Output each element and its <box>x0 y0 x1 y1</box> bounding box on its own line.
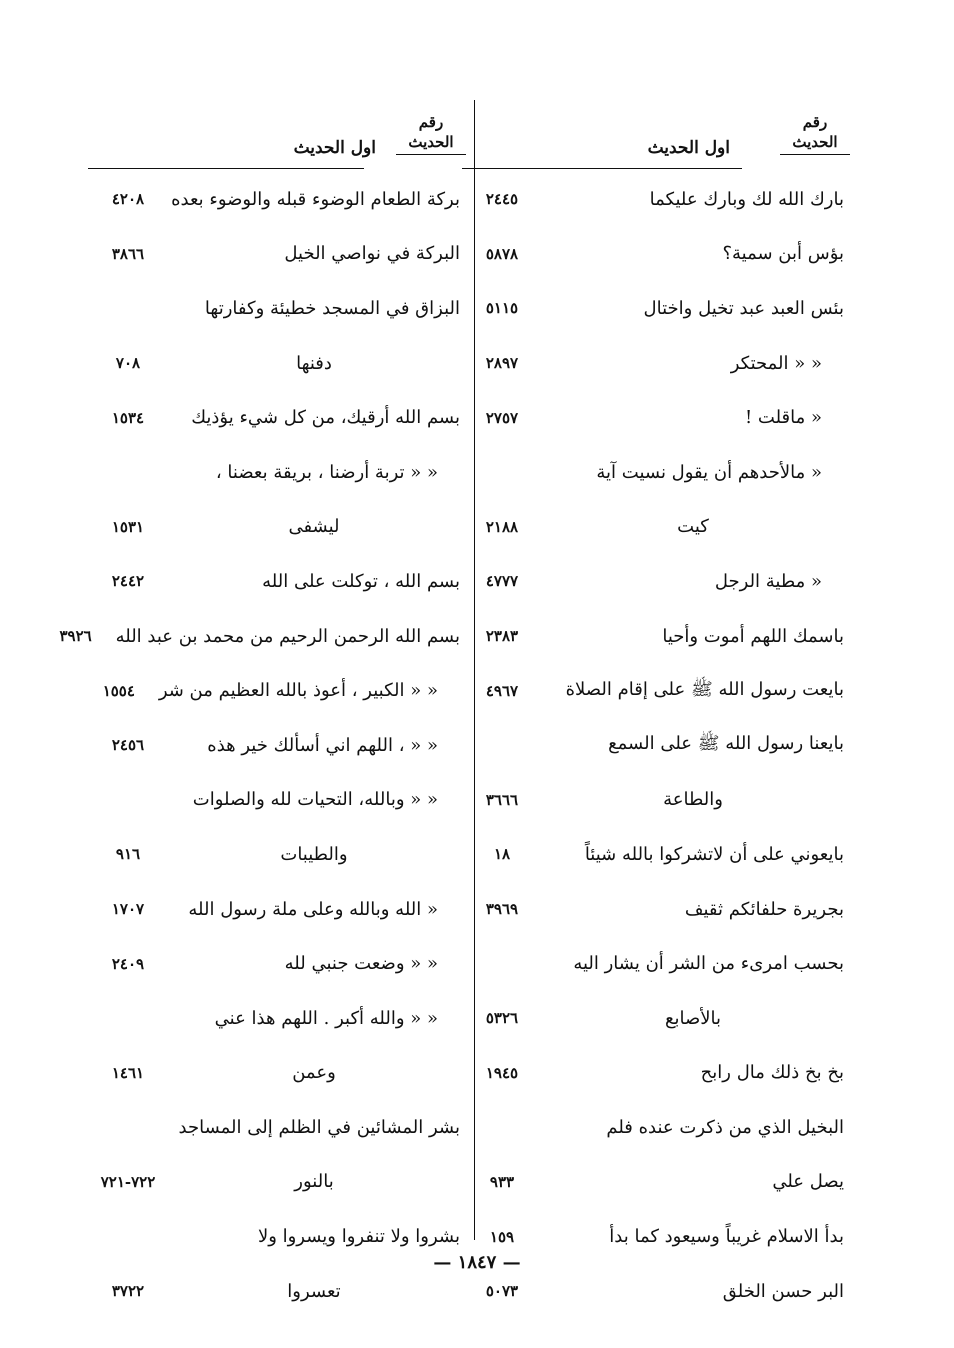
entry-number: ١٥٩ <box>489 1227 515 1246</box>
index-entry <box>88 882 466 937</box>
entry-number: ٤٢٠٨ <box>111 190 145 209</box>
entry-text: يصل علي <box>772 1171 844 1193</box>
index-entry <box>462 609 850 664</box>
entry-text: بالنور <box>294 1171 334 1193</box>
hadith-number-label <box>780 112 850 155</box>
column-divider <box>474 100 475 1240</box>
entry-text: « « المحتكر <box>730 352 822 374</box>
hadith-title-label: اول الحديث <box>647 138 730 158</box>
hadith-title-label: اول الحديث <box>293 138 376 158</box>
index-entry <box>462 991 850 1046</box>
entry-text: بايعوني على أن لاتشركوا بالله شيئاً <box>584 843 844 865</box>
entry-number: ٧٢٢-٧٢١ <box>100 1172 156 1191</box>
entry-number: ١٨ <box>493 845 511 864</box>
entry-text: بركة الطعام الوضوء قبله والوضوء بعده <box>171 188 460 210</box>
entry-number: ٣٦٦٦ <box>485 790 519 809</box>
index-entry <box>88 991 466 1046</box>
index-entry <box>88 936 466 991</box>
index-entry <box>462 554 850 609</box>
index-entry <box>88 718 466 773</box>
entry-number: ٢٨٩٧ <box>485 354 519 373</box>
index-entry <box>462 936 850 991</box>
entry-text: « « ، اللهم اني أسألك خير هذه <box>207 734 438 756</box>
entry-text: « « وبالله، التحيات لله والصلوات <box>192 789 438 811</box>
header-rule <box>462 168 742 169</box>
entry-number: ١٥٣١ <box>111 517 145 536</box>
entry-number: ٥١١٥ <box>485 299 519 318</box>
index-entry <box>462 827 850 882</box>
entry-text: « « والله أكبر . اللهم هذا عني <box>214 1007 438 1029</box>
entry-number: ٥٨٧٨ <box>485 244 519 263</box>
index-entry <box>88 390 466 445</box>
entry-text: « « الكبير ، أعوذ بالله العظيم من شر <box>158 680 438 702</box>
index-entry <box>462 172 850 227</box>
index-entry <box>462 1100 850 1155</box>
entry-number: ٢٧٥٧ <box>485 408 519 427</box>
index-entry <box>88 663 466 718</box>
entry-number: ٥٠٧٣ <box>485 1282 519 1301</box>
entry-text: بسم الله الرحمن الرحيم من محمد بن عبد الله <box>115 625 460 647</box>
entry-text: البخيل الذي من ذكرت عنده فلم <box>606 1116 844 1138</box>
entry-text: « « تربة أرضنا ، بريقة بعضنا ، <box>215 461 438 483</box>
index-entry <box>462 663 850 718</box>
index-column-right <box>462 108 850 1318</box>
index-entry <box>462 390 850 445</box>
index-entry <box>462 1155 850 1210</box>
index-entry <box>88 172 466 227</box>
number-label-line2: الحديث <box>780 132 850 155</box>
entry-number: ١٧٠٧ <box>111 900 145 919</box>
entry-number: ٣٩٦٩ <box>485 900 519 919</box>
entry-number: ١٥٣٤ <box>111 408 145 427</box>
entry-text: بؤس أبن سمية؟ <box>722 243 844 265</box>
entry-text: ليشفى <box>288 516 340 538</box>
page-number: — ١٨٤٧ — <box>433 1252 521 1273</box>
entry-text: كيت <box>677 516 709 538</box>
entry-number: ٣٩٢٦ <box>59 627 92 646</box>
entry-number: ٢٤٠٩ <box>111 954 145 973</box>
right-rows <box>462 172 850 1318</box>
entry-number: ١٤٦١ <box>111 1063 145 1082</box>
index-entry <box>462 336 850 391</box>
entry-text: بجريرة حلفائكم ثقيف <box>684 898 844 920</box>
entry-number: ٢٤٤٥ <box>485 190 519 209</box>
index-entry <box>88 1046 466 1101</box>
entry-text: باسمك اللهم أموت وأحيا <box>662 625 844 647</box>
entry-text: بسم الله أرقيك، من كل شيء يؤذيك <box>191 407 460 429</box>
index-entry <box>88 281 466 336</box>
entry-text: البر حسن الخلق <box>722 1280 844 1302</box>
entry-number: ٥٣٢٦ <box>485 1009 519 1028</box>
left-rows <box>59 172 466 1318</box>
entry-text: وعمن <box>292 1062 336 1084</box>
index-entry <box>462 500 850 555</box>
entry-number: ٩٣٣ <box>489 1172 515 1191</box>
index-entry <box>88 445 466 500</box>
index-entry <box>462 227 850 282</box>
index-entry <box>59 609 466 664</box>
entry-text: بايعت رسول الله ﷺ على إقام الصلاة <box>565 678 844 700</box>
entry-text: بشر المشائين في الظلم إلى المساجد <box>178 1116 460 1138</box>
index-entry <box>462 773 850 828</box>
entry-text: بشروا ولا تنفروا ويسروا ولا <box>257 1226 460 1248</box>
index-entry <box>88 1100 466 1155</box>
entry-text: بخ بخ ذلك مال رابح <box>700 1062 844 1084</box>
index-entry <box>88 554 466 609</box>
index-entry <box>88 773 466 828</box>
entry-number: ٢١٨٨ <box>485 517 519 536</box>
entry-number: ٤٩٦٧ <box>485 681 519 700</box>
entry-text: « ماقلت ! <box>744 407 822 429</box>
entry-number: ٤٧٧٧ <box>485 572 519 591</box>
index-entry <box>462 718 850 773</box>
index-column-left <box>59 108 466 1318</box>
entry-text: والطاعة <box>663 789 723 811</box>
entry-text: بحسب امرىء من الشر أن يشار اليه <box>573 953 844 975</box>
entry-number: ٣٨٦٦ <box>111 244 145 263</box>
entry-number: ٧٠٨ <box>115 354 141 373</box>
entry-number: ٢٤٤٢ <box>111 572 145 591</box>
entry-text: بايعنا رسول الله ﷺ على السمع <box>608 733 844 755</box>
entry-number: ٣٧٢٢ <box>111 1282 145 1301</box>
index-entry <box>462 445 850 500</box>
entry-text: « الله وبالله وعلى ملة رسول الله <box>188 898 438 920</box>
index-entry <box>88 1155 466 1210</box>
entry-text: والطيبات <box>280 843 348 865</box>
column-header <box>88 108 466 172</box>
index-entry <box>88 827 466 882</box>
hadith-number-label <box>396 112 466 155</box>
entry-number: ١٩٤٥ <box>485 1063 519 1082</box>
entry-text: « « وضعت جنبي لله <box>284 953 438 975</box>
header-rule <box>88 168 364 169</box>
index-entry <box>88 500 466 555</box>
entry-text: البركة في نواصي الخيل <box>284 243 460 265</box>
entry-text: « مطية الرجل <box>714 570 822 592</box>
entry-text: تعسروا <box>287 1280 341 1302</box>
index-entry <box>88 336 466 391</box>
entry-number: ٢٤٥٦ <box>111 736 145 755</box>
entry-text: بدأ الاسلام غريباً وسيعود كما بدأ <box>609 1226 844 1248</box>
number-label-line1: رقم <box>802 113 828 131</box>
entry-text: « مالأحدهم أن يقول نسيت آية <box>596 461 822 483</box>
index-entry <box>88 227 466 282</box>
entry-number: ١٥٥٤ <box>102 681 135 700</box>
index-entry <box>462 1046 850 1101</box>
entry-text: بسم الله ، توكلت على الله <box>262 570 460 592</box>
column-header <box>462 108 850 172</box>
entry-text: بالأصابع <box>664 1007 722 1029</box>
entry-number: ٢٣٨٣ <box>485 627 519 646</box>
number-label-line1: رقم <box>418 113 444 131</box>
index-entry <box>462 281 850 336</box>
number-label-line2: الحديث <box>396 132 466 155</box>
entry-text: بارك الله لك وبارك عليكما <box>649 188 844 210</box>
entry-text: البزاق في المسجد خطيئة وكفارتها <box>204 297 460 319</box>
index-entry <box>462 882 850 937</box>
entry-text: بئس العبد عبد تخيل واختال <box>643 297 844 319</box>
entry-text: دفنها <box>296 352 332 374</box>
entry-number: ٩١٦ <box>115 845 141 864</box>
